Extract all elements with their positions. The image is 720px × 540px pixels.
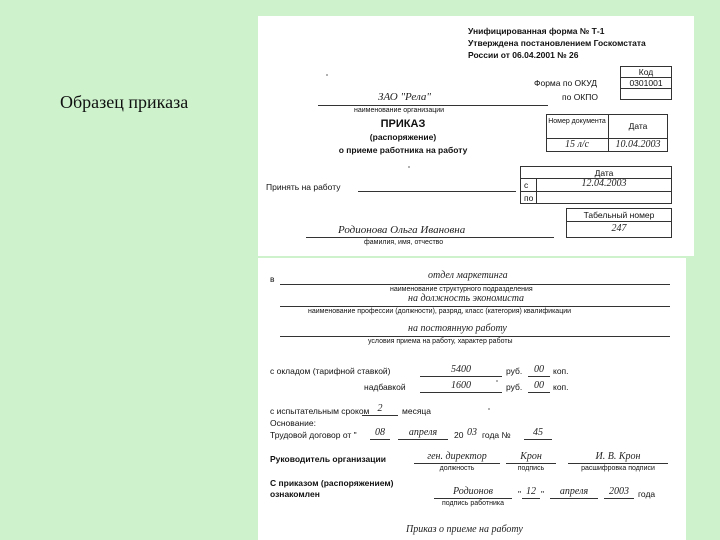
head-name: И. В. Крон xyxy=(595,451,641,462)
form-header-line1: Унифицированная форма № Т-1 xyxy=(468,26,605,36)
order-subject: о приеме работника на работу xyxy=(338,145,468,155)
order-form-bottom-sheet: в отдел маркетинга наименование структурного подразделения на должность экономиста наименование профессии (должности), разряд, класс (категория) квалификации на постоянную работу условия приема на работу, характер работы с окладом (тарифной ставкой) 5400 руб. 00 коп. надбавкой 1600 руб. 00 коп. с испытательным сроком 2 месяца Основание: Трудовой договор от " 08 апреля 20 03 года № 45 Руководитель организации ген. директор должность Крон подпись И. В. Крон расшифровка подписи С приказом (распоряжением) ознакомлен Родионов подпись работника " 12 " апреля 2003 года Приказ о приеме на работу xyxy=(258,258,686,540)
salary-kop-label: коп. xyxy=(553,366,569,376)
order-subtitle: (распоряжение) xyxy=(369,132,437,142)
order-form-top-sheet xyxy=(258,16,694,256)
head-label: Руководитель организации xyxy=(270,454,386,464)
code-header: Код xyxy=(638,67,654,77)
head-signature-caption: подпись xyxy=(517,465,545,472)
bonus-rub: 1600 xyxy=(451,380,471,391)
ack-signature-caption: подпись работника xyxy=(441,500,505,507)
ack-day: 12 xyxy=(526,486,536,497)
document-number-value: 15 л/с xyxy=(564,139,590,150)
ack-month: апреля xyxy=(559,486,589,497)
position-caption: наименование профессии (должности), разряд, класс (категория) квалификации xyxy=(308,308,572,315)
ack-year: 2003 xyxy=(609,486,629,497)
salary-rub-label: руб. xyxy=(506,366,523,376)
tab-number-value: 247 xyxy=(611,223,627,234)
position-value: на должность экономиста xyxy=(408,293,525,304)
contract-number: 45 xyxy=(533,427,543,438)
okud-label: Форма по ОКУД xyxy=(534,78,597,88)
ack-signature: Родионов xyxy=(453,486,493,497)
employee-caption: фамилия, имя, отчество xyxy=(364,239,444,246)
trial-label: с испытательным сроком xyxy=(270,406,370,416)
contract-year-prefix: 20 xyxy=(454,430,464,440)
bonus-label: надбавкой xyxy=(364,382,406,392)
order-title: ПРИКАЗ xyxy=(380,118,426,130)
salary-label: с окладом (тарифной ставкой) xyxy=(270,366,391,376)
hire-date-header: Дата xyxy=(594,168,614,178)
document-number-label: Номер документа xyxy=(548,118,606,125)
department-caption: наименование структурного подразделения xyxy=(390,286,533,293)
hire-from-date: 12.04.2003 xyxy=(581,178,627,189)
head-position-caption: должность xyxy=(439,465,475,472)
okpo-label: по ОКПО xyxy=(562,92,598,102)
bonus-kop: 00 xyxy=(534,380,544,391)
footer-caption: Приказ о приеме на работу xyxy=(406,524,523,535)
document-date-value: 10.04.2003 xyxy=(615,139,661,150)
contract-month: апреля xyxy=(408,427,438,438)
head-position: ген. директор xyxy=(427,451,487,462)
hire-from-label: с xyxy=(524,180,529,190)
head-name-caption: расшифровка подписи xyxy=(581,465,655,472)
slide-caption: Образец приказа xyxy=(60,92,189,112)
contract-label: Трудовой договор от " xyxy=(270,430,357,440)
basis-label: Основание: xyxy=(270,418,316,428)
department-in-label: в xyxy=(270,274,275,284)
form-header-line2: Утверждена постановлением Госкомстата xyxy=(468,38,646,48)
head-signature: Крон xyxy=(520,451,542,462)
document-date-label: Дата xyxy=(628,121,648,131)
salary-kop: 00 xyxy=(534,364,544,375)
form-header-line3: России от 06.04.2001 № 26 xyxy=(468,50,579,60)
organization-name: ЗАО "Рела" xyxy=(378,91,432,103)
conditions-caption: условия приема на работу, характер работы xyxy=(368,338,513,345)
department-value: отдел маркетинга xyxy=(428,270,508,281)
ack-year-label: года xyxy=(638,489,656,499)
organization-caption: наименование организации xyxy=(354,107,445,114)
contract-year: 03 xyxy=(467,427,477,438)
hire-label: Принять на работу xyxy=(266,182,341,192)
tab-number-label: Табельный номер xyxy=(583,210,655,220)
bonus-rub-label: руб. xyxy=(506,382,523,392)
okud-value: 0301001 xyxy=(629,78,663,88)
ack-label-line1: С приказом (распоряжением) xyxy=(270,478,394,488)
bonus-kop-label: коп. xyxy=(553,382,569,392)
trial-months: 2 xyxy=(377,403,383,414)
trial-months-label: месяца xyxy=(402,406,432,416)
contract-day: 08 xyxy=(375,427,385,438)
employee-name: Родионова Ольга Ивановна xyxy=(338,224,466,236)
hire-to-label: по xyxy=(524,193,534,203)
ack-label-line2: ознакомлен xyxy=(270,489,320,499)
contract-year-label: года № xyxy=(482,430,511,440)
salary-rub: 5400 xyxy=(451,364,471,375)
conditions-value: на постоянную работу xyxy=(408,323,507,334)
